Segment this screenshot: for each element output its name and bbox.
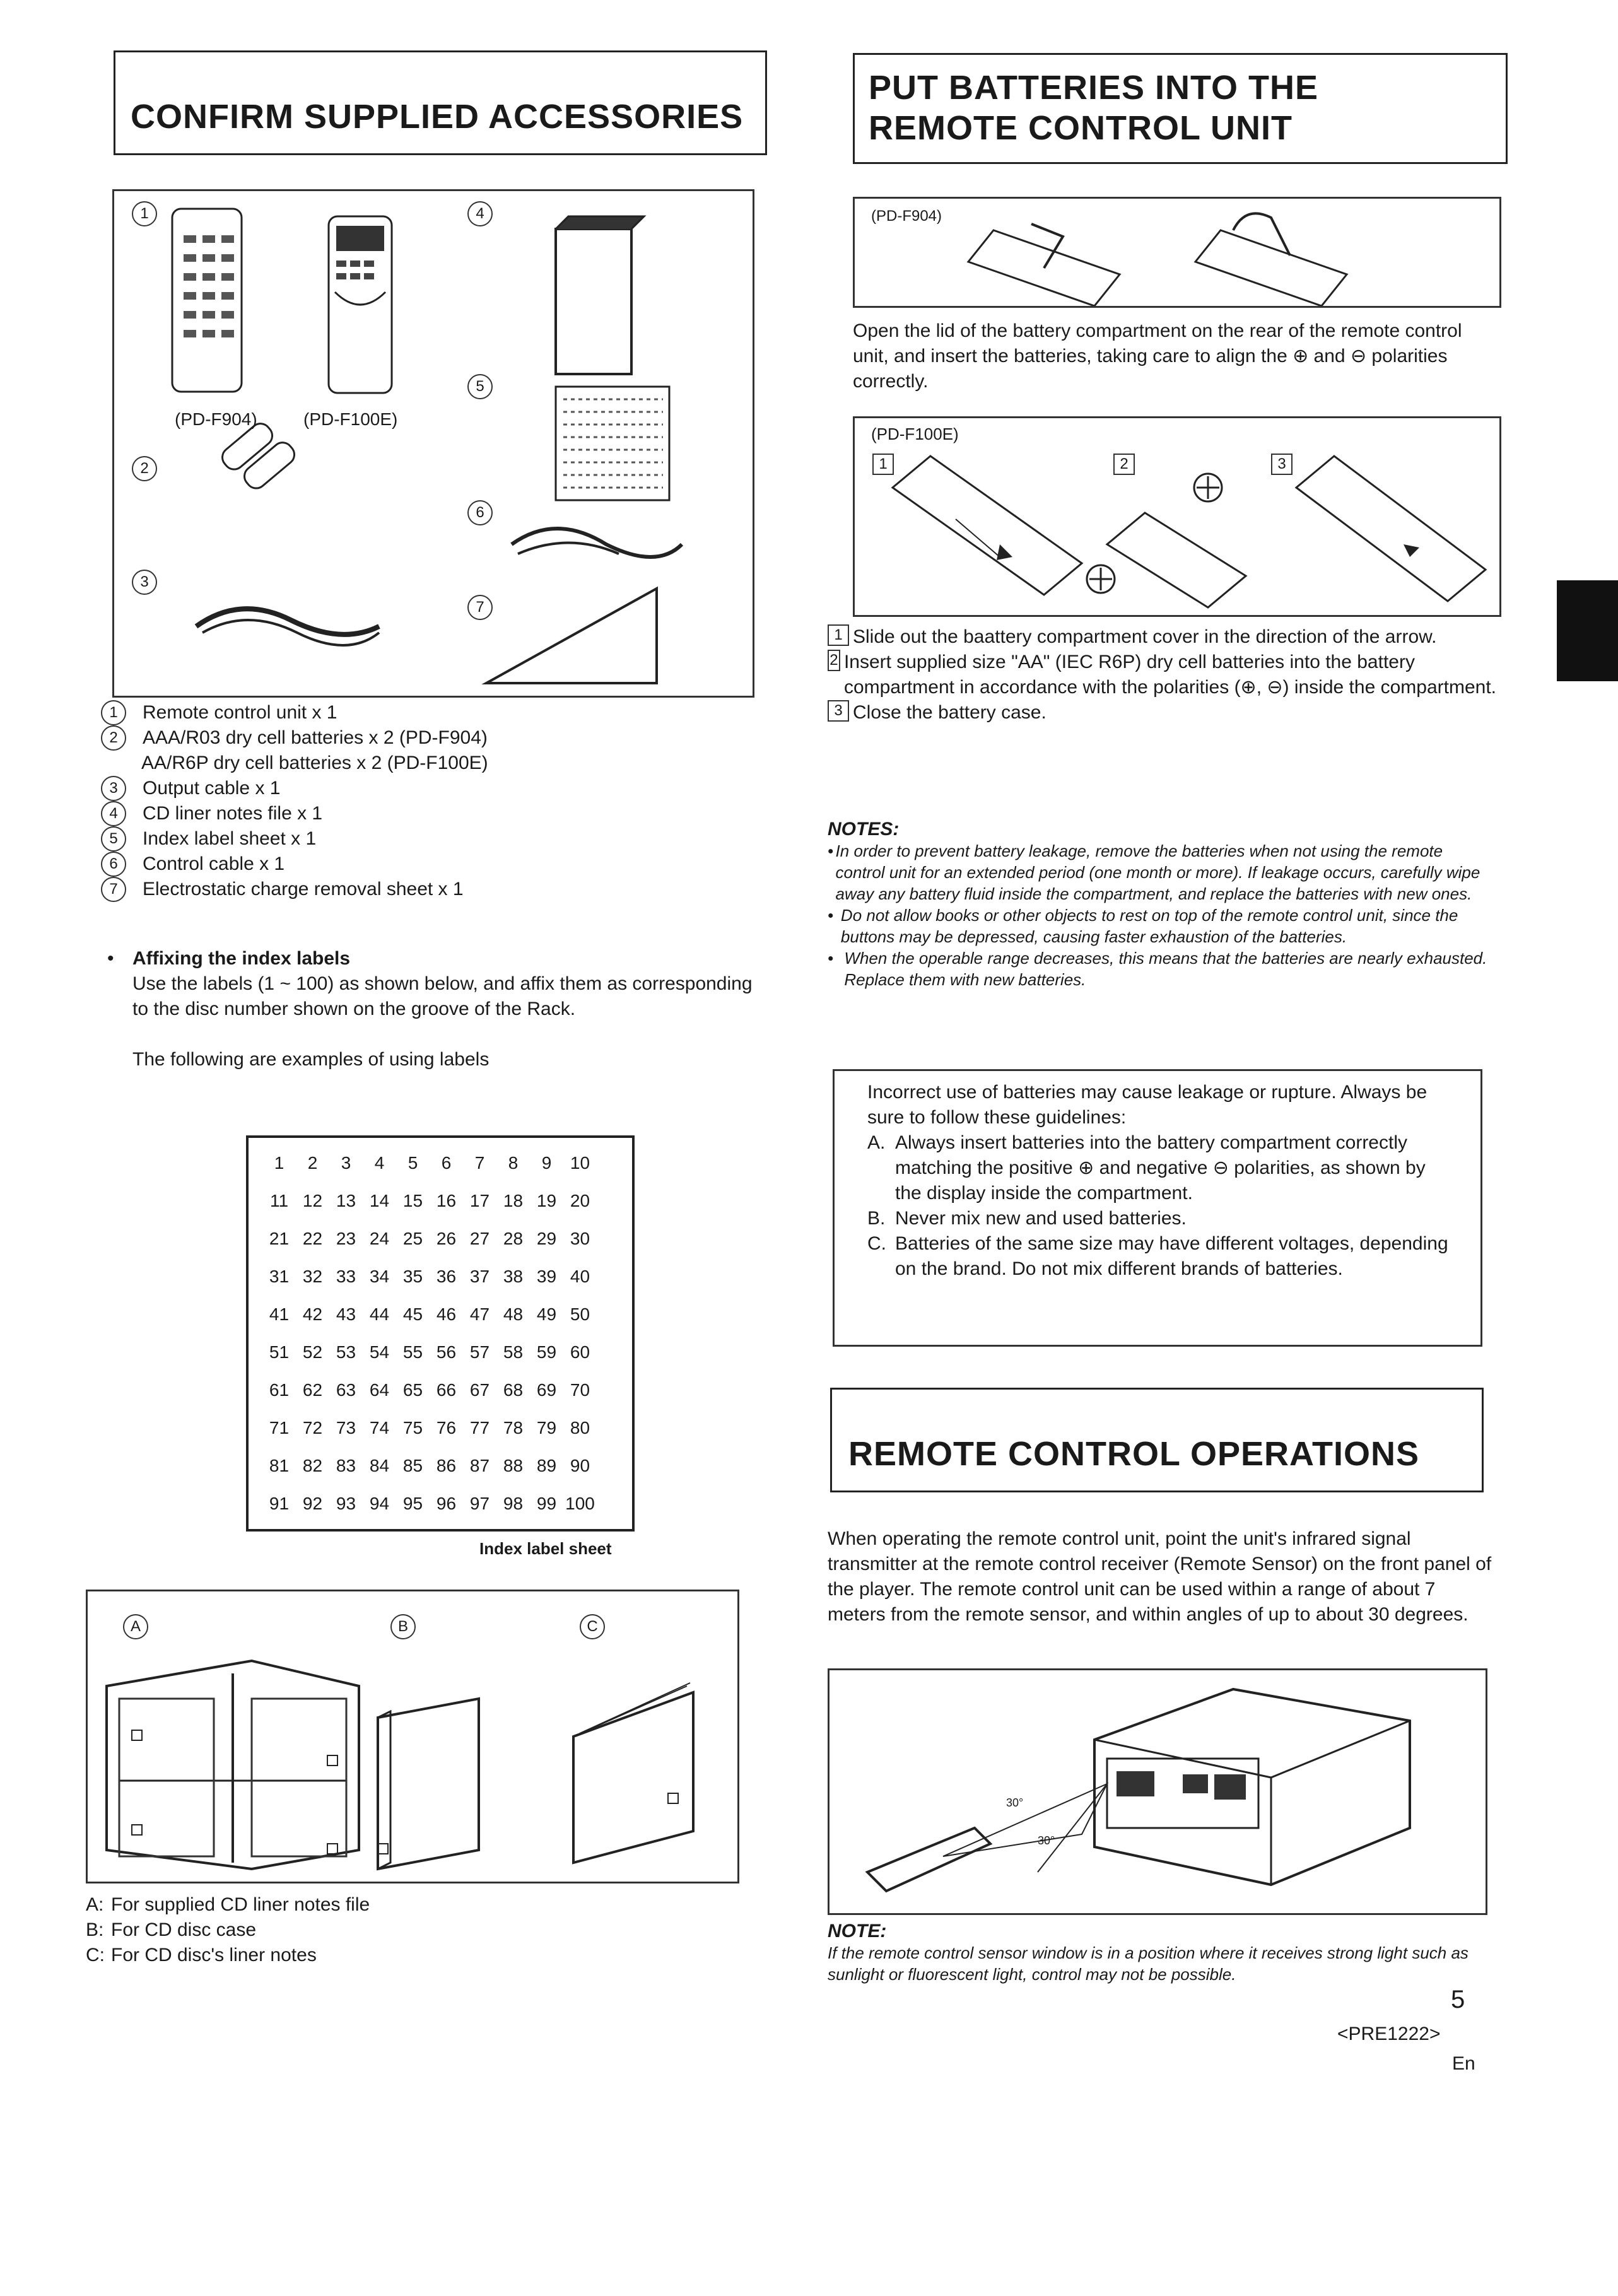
warning-intro: Incorrect use of batteries may cause leakage or rupture. Always be sure to follow these guidelines:: [867, 1082, 1427, 1128]
grid-cell: 1: [274, 1153, 284, 1173]
grid-cell: 65: [402, 1380, 423, 1400]
warning-letter: C.: [867, 1233, 886, 1254]
callout-4: 4: [467, 201, 493, 226]
grid-cell: 76: [436, 1418, 457, 1438]
grid-cell: 91: [269, 1494, 290, 1513]
callout-2: 2: [132, 456, 157, 481]
section-title: REMOTE CONTROL OPERATIONS: [848, 1435, 1420, 1473]
step-text: Insert supplied size "AA" (IEC R6P) dry cell batteries into the battery compartment in accordance with the polarities (⊕, ⊖) inside the compartment.: [843, 652, 1496, 698]
grid-cell: 48: [503, 1304, 524, 1324]
grid-cell: 96: [436, 1494, 457, 1513]
affix-title: Affixing the index labels: [132, 948, 351, 969]
step-number: 3: [828, 700, 849, 722]
item-text: CD liner notes file x 1: [143, 803, 323, 824]
pd-f100e-illustration: [855, 418, 1499, 615]
legend-letter: C:: [86, 1945, 105, 1965]
note-title: NOTE:: [828, 1921, 887, 1942]
label-usage-figure: [86, 1590, 739, 1883]
step-number: 1: [828, 624, 849, 646]
list-item: [867, 1130, 1455, 1206]
list-item: [101, 700, 757, 725]
grid-cell: 10: [570, 1153, 590, 1173]
list-item: [828, 905, 1496, 947]
item-number: 6: [101, 852, 126, 877]
label-usage-legend: [86, 1892, 717, 1968]
affix-section: [107, 946, 757, 1072]
grid-cell: 20: [570, 1191, 590, 1210]
section-title: CONFIRM SUPPLIED ACCESSORIES: [131, 98, 744, 136]
legend-letter: B:: [86, 1919, 104, 1940]
pd-f904-label: (PD-F904): [871, 208, 942, 225]
grid-cell: 43: [336, 1304, 356, 1324]
item-text: AAA/R03 dry cell batteries x 2 (PD-F904): [143, 727, 488, 748]
note-text: In order to prevent battery leakage, remove the batteries when not using the remote control unit for an extended period (one month or more). If leakage occurs, carefully wipe away any battery fluid inside the compartment, and replace the batteries with new ones.: [835, 841, 1480, 903]
legend-text: For CD disc's liner notes: [111, 1945, 317, 1965]
index-label-caption: Index label sheet: [479, 1539, 612, 1558]
grid-row: [262, 1144, 597, 1182]
grid-row: [262, 1220, 597, 1258]
grid-cell: 67: [469, 1380, 490, 1400]
accessory-list: [101, 700, 757, 902]
bullet: •: [828, 906, 834, 925]
grid-cell: 87: [469, 1456, 490, 1475]
list-item: [86, 1918, 717, 1943]
grid-row: [262, 1371, 597, 1409]
grid-cell: 25: [402, 1229, 423, 1248]
grid-cell: 88: [503, 1456, 524, 1475]
grid-cell: 89: [536, 1456, 557, 1475]
grid-cell: 84: [369, 1456, 390, 1475]
notes-section: [828, 819, 1496, 990]
warning-letter: B.: [867, 1208, 886, 1229]
grid-cell: 46: [436, 1304, 457, 1324]
list-item: [101, 776, 757, 801]
list-item: [867, 1206, 1455, 1231]
grid-cell: 90: [570, 1456, 590, 1475]
bullet: •: [828, 949, 834, 968]
legend-letter: A:: [86, 1894, 104, 1915]
note-text: When the operable range decreases, this means that the batteries are nearly exhausted. Replace them with new batteries.: [844, 949, 1487, 989]
angle-label: 30°: [1006, 1796, 1024, 1809]
section-title: PUT BATTERIES INTO THE REMOTE CONTROL UNIT: [869, 69, 1319, 147]
grid-cell: 57: [469, 1342, 490, 1362]
grid-cell: 86: [436, 1456, 457, 1475]
warning-text: Batteries of the same size may have different voltages, depending on the brand. Do not mix different brands of batteries.: [895, 1233, 1448, 1279]
grid-cell: 39: [536, 1267, 557, 1286]
warning-text: Always insert batteries into the battery compartment correctly matching the positive ⊕ and negative ⊖ polarities, as shown by the display inside the compartment.: [895, 1132, 1426, 1204]
grid-cell: 83: [336, 1456, 356, 1475]
grid-cell: 73: [336, 1418, 356, 1438]
grid-cell: 62: [302, 1380, 323, 1400]
grid-cell: 50: [570, 1304, 590, 1324]
grid-cell: 55: [402, 1342, 423, 1362]
language-code: En: [1452, 2053, 1475, 2074]
callout-c: C: [580, 1614, 605, 1639]
grid-cell: 70: [570, 1380, 590, 1400]
grid-cell: 29: [536, 1229, 557, 1248]
remote-operation-figure: [828, 1668, 1487, 1915]
callout-3: 3: [132, 570, 157, 595]
pd-f904-figure: [853, 197, 1501, 308]
pd-f100e-figure: [853, 416, 1501, 617]
grid-cell: 77: [469, 1418, 490, 1438]
list-item: [86, 1943, 717, 1968]
list-item: [86, 1892, 717, 1918]
grid-cell: 78: [503, 1418, 524, 1438]
item-text: AA/R6P dry cell batteries x 2 (PD-F100E): [141, 753, 488, 773]
callout-1: 1: [132, 201, 157, 226]
grid-cell: 93: [336, 1494, 356, 1513]
grid-cell: 58: [503, 1342, 524, 1362]
warning-list: [867, 1130, 1455, 1282]
grid-cell: 74: [369, 1418, 390, 1438]
grid-cell: 33: [336, 1267, 356, 1286]
grid-cell: 30: [570, 1229, 590, 1248]
accessories-figure: [112, 189, 754, 698]
operations-text: When operating the remote control unit, point the unit's infrared signal transmitter at the remote control receiver (Remote Sensor) on the front panel of the player. The remote control unit can be used within a range of about 7 meters from the remote sensor, and within angles of up to about 30 degrees.: [828, 1528, 1492, 1625]
grid-row: [262, 1333, 597, 1371]
grid-cell: 45: [402, 1304, 423, 1324]
grid-cell: 60: [570, 1342, 590, 1362]
label-pd-f904: (PD-F904): [175, 409, 257, 429]
remote-operation-illustration: [830, 1670, 1486, 1913]
grid-cell: 80: [570, 1418, 590, 1438]
grid-row: [262, 1296, 597, 1333]
callout-a: A: [123, 1614, 148, 1639]
grid-row: [262, 1258, 597, 1296]
step-text: Slide out the baattery compartment cover in the direction of the arrow.: [853, 626, 1437, 647]
examples-text: The following are examples of using labels: [132, 1049, 490, 1070]
grid-cell: 99: [536, 1494, 557, 1513]
list-item: [828, 840, 1496, 905]
angle-label: 30°: [1038, 1834, 1055, 1847]
grid-cell: 69: [536, 1380, 557, 1400]
grid-row: [262, 1485, 597, 1523]
grid-cell: 75: [402, 1418, 423, 1438]
list-item: [101, 826, 757, 852]
grid-row: [262, 1447, 597, 1485]
grid-cell: 37: [469, 1267, 490, 1286]
notes-list: [828, 840, 1496, 990]
list-item: [828, 700, 1496, 725]
grid-cell: 3: [341, 1153, 351, 1173]
grid-cell: 41: [269, 1304, 290, 1324]
grid-cell: 100: [565, 1494, 595, 1513]
list-item: [101, 751, 757, 776]
grid-cell: 59: [536, 1342, 557, 1362]
warning-letter: A.: [867, 1132, 886, 1153]
item-number: 7: [101, 877, 126, 902]
grid-cell: 82: [302, 1456, 323, 1475]
grid-cell: 15: [402, 1191, 423, 1210]
item-text: Electrostatic charge removal sheet x 1: [143, 879, 464, 899]
grid-cell: 53: [336, 1342, 356, 1362]
list-item: [101, 801, 757, 826]
grid-cell: 64: [369, 1380, 390, 1400]
grid-cell: 66: [436, 1380, 457, 1400]
grid-cell: 92: [302, 1494, 323, 1513]
item-number: 1: [101, 700, 126, 725]
grid-cell: 44: [369, 1304, 390, 1324]
warning-text: Never mix new and used batteries.: [895, 1208, 1187, 1229]
grid-cell: 97: [469, 1494, 490, 1513]
grid-cell: 81: [269, 1456, 290, 1475]
step-number: 2: [828, 650, 840, 671]
heading-put-batteries: [853, 53, 1508, 164]
grid-cell: 16: [436, 1191, 457, 1210]
battery-warning-box: [833, 1069, 1482, 1347]
notes-title: NOTES:: [828, 819, 900, 840]
grid-cell: 63: [336, 1380, 356, 1400]
section-tab: [1557, 580, 1618, 681]
grid-cell: 71: [269, 1418, 290, 1438]
list-item: [828, 650, 1496, 700]
item-text: Remote control unit x 1: [143, 702, 337, 723]
grid-cell: 72: [302, 1418, 323, 1438]
step-2-marker: 2: [1113, 454, 1135, 475]
grid-cell: 54: [369, 1342, 390, 1362]
grid-row: [262, 1182, 597, 1220]
step-text: Close the battery case.: [853, 702, 1046, 723]
heading-confirm-accessories: [114, 50, 767, 155]
index-label-grid: [262, 1144, 597, 1523]
grid-cell: 56: [436, 1342, 457, 1362]
accessories-illustration: [114, 191, 753, 696]
list-item: [101, 877, 757, 902]
item-number: 5: [101, 826, 126, 852]
callout-b: B: [390, 1614, 416, 1639]
grid-cell: 22: [302, 1229, 323, 1248]
grid-cell: 26: [436, 1229, 457, 1248]
grid-cell: 28: [503, 1229, 524, 1248]
page-number: 5: [1451, 1986, 1465, 2013]
pd-f904-text: Open the lid of the battery compartment on the rear of the remote control unit, and insert the batteries, taking care to align the ⊕ and ⊖ polarities correctly.: [853, 320, 1462, 392]
callout-5: 5: [467, 374, 493, 399]
step-1-marker: 1: [872, 454, 894, 475]
grid-cell: 49: [536, 1304, 557, 1324]
grid-cell: 14: [369, 1191, 390, 1210]
grid-cell: 36: [436, 1267, 457, 1286]
grid-cell: 4: [374, 1153, 385, 1173]
grid-cell: 21: [269, 1229, 290, 1248]
item-text: Index label sheet x 1: [143, 828, 317, 849]
grid-cell: 6: [441, 1153, 452, 1173]
affix-heading: [107, 946, 757, 971]
grid-cell: 85: [402, 1456, 423, 1475]
pd-f100e-label: (PD-F100E): [871, 425, 959, 443]
grid-cell: 51: [269, 1342, 290, 1362]
grid-cell: 19: [536, 1191, 557, 1210]
grid-cell: 98: [503, 1494, 524, 1513]
grid-cell: 13: [336, 1191, 356, 1210]
grid-cell: 5: [407, 1153, 418, 1173]
item-text: Control cable x 1: [143, 853, 285, 874]
list-item: [101, 725, 757, 751]
item-number: 3: [101, 776, 126, 801]
heading-remote-operations: [830, 1388, 1484, 1492]
bullet: •: [828, 841, 834, 860]
grid-cell: 8: [508, 1153, 519, 1173]
label-pd-f100e: (PD-F100E): [303, 409, 398, 429]
grid-cell: 11: [269, 1191, 289, 1210]
grid-cell: 61: [269, 1380, 290, 1400]
item-number: 4: [101, 801, 126, 826]
list-item: [867, 1231, 1455, 1282]
grid-cell: 52: [302, 1342, 323, 1362]
bullet: •: [107, 948, 114, 969]
grid-cell: 42: [302, 1304, 323, 1324]
grid-cell: 27: [469, 1229, 490, 1248]
legend-text: For CD disc case: [111, 1919, 257, 1940]
grid-cell: 94: [369, 1494, 390, 1513]
grid-cell: 24: [369, 1229, 390, 1248]
grid-cell: 7: [474, 1153, 485, 1173]
grid-cell: 31: [269, 1267, 290, 1286]
grid-cell: 23: [336, 1229, 356, 1248]
note-text: If the remote control sensor window is in a position where it receives strong light such as sunlight or fluorescent light, control may not be possible.: [828, 1943, 1469, 1984]
callout-7: 7: [467, 595, 493, 620]
grid-cell: 40: [570, 1267, 590, 1286]
index-label-sheet: [246, 1135, 635, 1532]
grid-cell: 17: [469, 1191, 490, 1210]
grid-cell: 12: [302, 1191, 323, 1210]
item-text: Output cable x 1: [143, 778, 281, 799]
grid-cell: 95: [402, 1494, 423, 1513]
legend-text: For supplied CD liner notes file: [111, 1894, 370, 1915]
grid-cell: 38: [503, 1267, 524, 1286]
grid-row: [262, 1409, 597, 1447]
grid-cell: 68: [503, 1380, 524, 1400]
grid-cell: 47: [469, 1304, 490, 1324]
grid-cell: 18: [503, 1191, 524, 1210]
callout-6: 6: [467, 500, 493, 525]
list-item: [101, 852, 757, 877]
step-3-marker: 3: [1271, 454, 1293, 475]
note-text: Do not allow books or other objects to rest on top of the remote control unit, since the buttons may be depressed, causing faster exhaustion of the batteries.: [840, 906, 1458, 946]
note-section: [828, 1921, 1496, 1985]
list-item: [828, 624, 1496, 650]
grid-cell: 9: [541, 1153, 552, 1173]
pd-f904-illustration: [855, 199, 1499, 306]
grid-cell: 79: [536, 1418, 557, 1438]
battery-steps: [828, 624, 1496, 725]
grid-cell: 2: [307, 1153, 318, 1173]
document-code: <PRE1222>: [1337, 2024, 1441, 2044]
grid-cell: 32: [302, 1267, 323, 1286]
item-number: 2: [101, 725, 126, 751]
grid-cell: 34: [369, 1267, 390, 1286]
grid-cell: 35: [402, 1267, 423, 1286]
affix-text: Use the labels (1 ~ 100) as shown below, and affix them as corresponding to the disc number shown on the groove of the Rack.: [132, 973, 753, 1019]
list-item: [828, 947, 1496, 990]
